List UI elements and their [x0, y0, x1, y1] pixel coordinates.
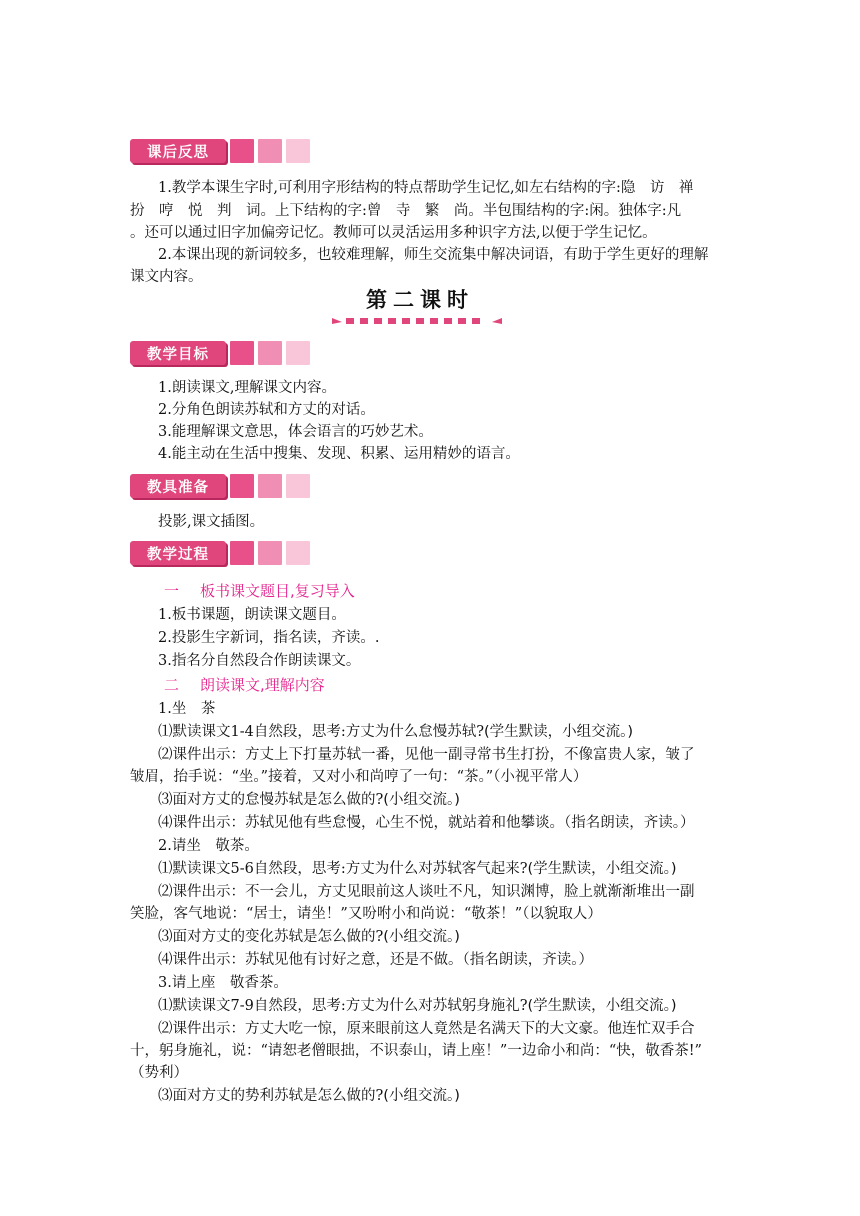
step-line: （势利）	[130, 1065, 188, 1081]
step-line: ⑵课件出示：不一会儿，方丈见眼前这人谈吐不凡，知识渊博，脸上就渐渐堆出一副	[158, 884, 695, 900]
phase1-item: 3.指名分自然段合作朗读课文。	[158, 653, 361, 669]
step-line: ⑷课件出示：苏轼见他有些怠慢，心生不悦，就站着和他攀谈。（指名朗读，齐读。）	[158, 815, 695, 831]
decor-block	[258, 341, 282, 365]
decor-block	[286, 139, 310, 163]
phase-title: 板书课文题目,复习导入	[200, 582, 355, 600]
decor-block	[230, 341, 254, 365]
step-note: (小组交流。)	[383, 792, 460, 808]
goal-item: 1.朗读课文,理解课文内容。	[158, 380, 336, 396]
reflection-p1-line2: 扮 哼 悦 判 词。上下结构的字:曾 寺 繁 尚。半包围结构的字:闲。独体字:凡	[130, 203, 682, 219]
step-heading: 2.请坐 敬茶。	[158, 838, 259, 854]
goal-item: 4.能主动在生活中搜集、发现、积累、运用精妙的语言。	[158, 446, 520, 462]
step-text: ⑴默读课文7-9自然段，思考:方丈为什么对苏轼躬身施礼?	[158, 998, 528, 1014]
phase-heading-1	[164, 580, 355, 602]
phase-heading-2	[164, 674, 325, 696]
decor-block	[230, 541, 254, 565]
step-note: (小组交流。)	[383, 1088, 460, 1104]
phase-title: 朗读课文,理解内容	[200, 676, 325, 694]
phase1-item: 1.板书课题，朗读课文题目。	[158, 607, 346, 623]
decor-block	[286, 341, 310, 365]
step-note: (学生默读，小组交流。)	[527, 998, 677, 1014]
step-text: ⑴默读课文5-6自然段，思考:方丈为什么对苏轼客气起来?	[158, 861, 528, 877]
step-line	[130, 1085, 730, 1107]
section-tab-label: 教具准备	[130, 474, 226, 498]
section-header-tools	[130, 473, 310, 499]
step-text: ⑶面对方丈的变化苏轼是怎么做的?	[158, 929, 384, 945]
step-heading: 3.请上座 敬香茶。	[158, 975, 288, 991]
decor-block	[286, 541, 310, 565]
step-note: (小组交流。)	[383, 929, 460, 945]
goal-item: 2.分角色朗读苏轼和方丈的对话。	[158, 402, 375, 418]
step-text: ⑴默读课文1-4自然段，思考:方丈为什么怠慢苏轼?	[158, 724, 485, 740]
reflection-p2-line1: 2.本课出现的新词较多，也较难理解，师生交流集中解决词语，有助于学生更好的理解	[158, 247, 709, 263]
phase-number: 一	[164, 582, 180, 600]
step-line	[130, 858, 730, 880]
step-note: (学生默读，小组交流。)	[527, 861, 677, 877]
reflection-p1-line3: 。还可以通过旧字加偏旁记忆。教师可以灵活运用多种识字方法,以便于学生记忆。	[130, 225, 657, 241]
decor-block	[258, 139, 282, 163]
step-line	[130, 789, 730, 811]
step-note: (学生默读，小组交流。)	[484, 724, 634, 740]
section-header-process	[130, 540, 310, 566]
decor-block	[286, 474, 310, 498]
step-line: ⑷课件出示：苏轼见他有讨好之意，还是不做。（指名朗读，齐读。）	[158, 952, 593, 968]
lesson-title-decoration	[332, 314, 502, 326]
step-line	[130, 721, 730, 743]
section-header-goals	[130, 340, 310, 366]
step-line: 十，躬身施礼，说：“请恕老僧眼拙，不识泰山，请上座！”一边命小和尚：“快，敬香茶!”	[130, 1043, 702, 1059]
step-text: ⑶面对方丈的势利苏轼是怎么做的?	[158, 1088, 384, 1104]
decor-block	[258, 474, 282, 498]
goal-item: 3.能理解课文意思，体会语言的巧妙艺术。	[158, 424, 433, 440]
lesson-title: 第二课时	[366, 288, 474, 312]
section-header-reflection	[130, 138, 310, 164]
step-line: 笑脸，客气地说：“居士，请坐！”又吩咐小和尚说：“敬茶！”（以貌取人）	[130, 906, 602, 922]
decor-block	[230, 474, 254, 498]
decor-block	[258, 541, 282, 565]
reflection-p2-line2: 课文内容。	[130, 269, 203, 285]
step-line	[130, 926, 730, 948]
section-tab-label: 教学过程	[130, 541, 226, 565]
step-line	[130, 995, 730, 1017]
phase1-item: 2.投影生字新词，指名读，齐读。.	[158, 630, 380, 646]
step-heading: 1.坐 茶	[158, 701, 216, 717]
reflection-p1-line1: 1.教学本课生字时,可利用字形结构的特点帮助学生记忆,如左右结构的字:隐 访 禅	[158, 180, 694, 196]
step-line: ⑵课件出示：方丈大吃一惊，原来眼前这人竟然是名满天下的大文豪。他连忙双手合	[158, 1021, 695, 1037]
phase-number: 二	[164, 676, 180, 694]
step-line: ⑵课件出示：方丈上下打量苏轼一番，见他一副寻常书生打扮，不像富贵人家，皱了	[158, 747, 695, 763]
tools-text: 投影,课文插图。	[158, 514, 265, 530]
section-tab-label: 教学目标	[130, 341, 226, 365]
step-text: ⑶面对方丈的怠慢苏轼是怎么做的?	[158, 792, 384, 808]
section-tab-label: 课后反思	[130, 139, 226, 163]
step-line: 皱眉，抬手说：“坐。”接着，又对小和尚哼了一句：“茶。”（小视平常人）	[130, 769, 588, 785]
decor-block	[230, 139, 254, 163]
